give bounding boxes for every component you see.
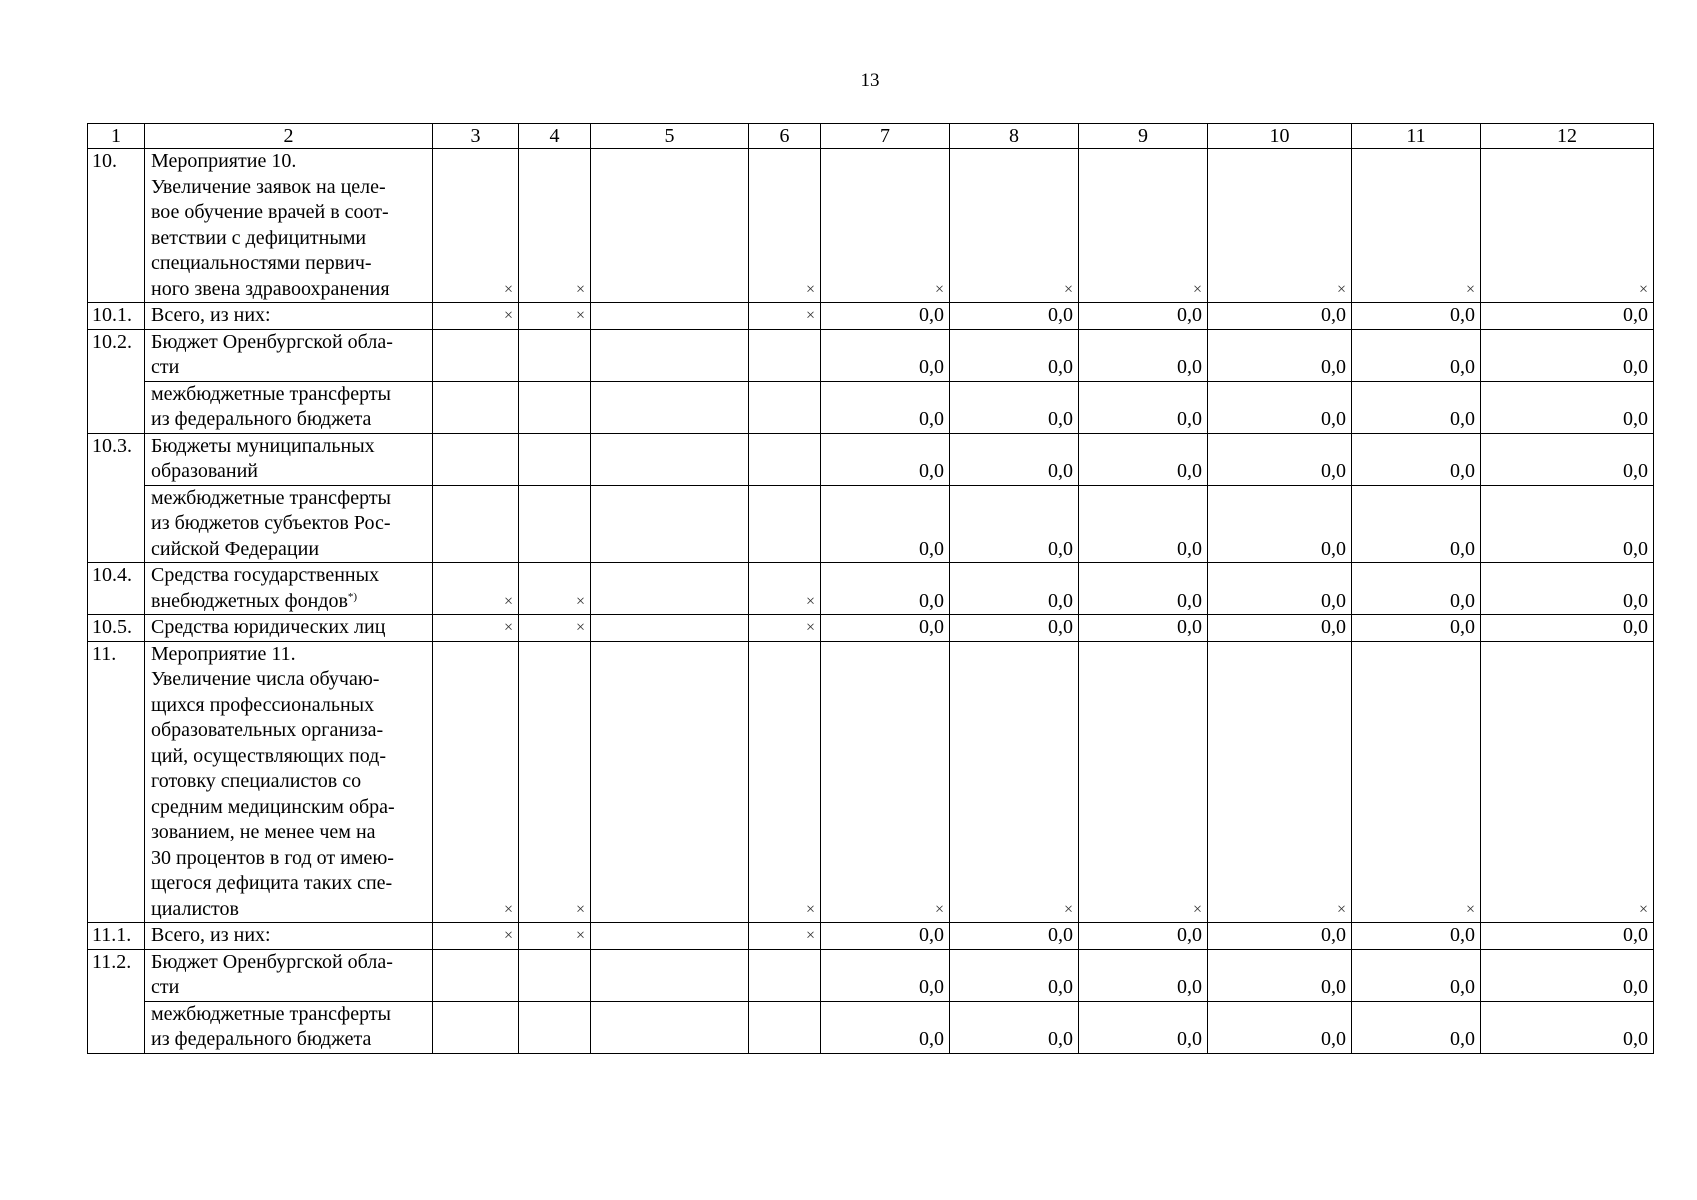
cell-col-9: 0,0 <box>1079 615 1208 642</box>
row-name <box>145 329 433 381</box>
row-name-text: из бюджетов субъектов Рос- <box>151 512 391 534</box>
cell-col-7: 0,0 <box>821 949 950 1001</box>
row-name-text: Бюджет Оренбургской обла- <box>151 330 393 353</box>
cell-col-3: × <box>433 303 519 330</box>
row-name-text: циалистов <box>151 897 239 920</box>
cell-col-8: 0,0 <box>950 1001 1079 1053</box>
cell-col-6 <box>749 1001 821 1053</box>
cell-col-12: 0,0 <box>1481 949 1654 1001</box>
cell-col-8: 0,0 <box>950 949 1079 1001</box>
cell-col-12: 0,0 <box>1481 615 1654 642</box>
cell-col-10: 0,0 <box>1208 329 1352 381</box>
cell-col-10: 0,0 <box>1208 563 1352 615</box>
row-name-text: ветствии с дефицитными <box>151 226 367 249</box>
cell-col-7: × <box>821 149 950 303</box>
row-name-line <box>151 1002 428 1028</box>
cell-col-4 <box>519 381 591 433</box>
cell-col-12: 0,0 <box>1481 381 1654 433</box>
cell-col-11: 0,0 <box>1352 485 1481 563</box>
cell-col-11: 0,0 <box>1352 615 1481 642</box>
row-name-text: Всего, из них: <box>151 924 271 946</box>
row-name-text: 30 процентов в год от имею- <box>151 846 394 869</box>
row-name-text: сти <box>151 976 180 998</box>
cell-col-7: 0,0 <box>821 1001 950 1053</box>
row-name-line <box>151 563 428 589</box>
row-name-text: Бюджет Оренбургской обла- <box>151 950 393 973</box>
cell-col-11: 0,0 <box>1352 923 1481 950</box>
cell-col-10: × <box>1208 641 1352 923</box>
row-name-text: Всего, из них: <box>151 304 271 326</box>
cell-col-8: 0,0 <box>950 433 1079 485</box>
row-name-text: вое обучение врачей в соот- <box>151 201 389 223</box>
row-name <box>145 949 433 1001</box>
cell-col-12: 0,0 <box>1481 923 1654 950</box>
cell-col-7: 0,0 <box>821 563 950 615</box>
row-name-text: из федерального бюджета <box>151 1028 372 1050</box>
row-name-text: Средства юридических лиц <box>151 616 386 638</box>
row-name-line <box>151 1027 428 1053</box>
row-name-text: межбюджетные трансферты <box>151 1002 391 1025</box>
cell-col-8: 0,0 <box>950 923 1079 950</box>
cell-col-5 <box>591 433 749 485</box>
cell-col-4: × <box>519 303 591 330</box>
cell-col-4 <box>519 329 591 381</box>
row-name-line <box>151 871 428 897</box>
row-name-line <box>151 382 428 408</box>
cell-col-5 <box>591 329 749 381</box>
col-header-10: 10 <box>1208 124 1352 149</box>
table-row <box>88 1001 1654 1053</box>
row-name-line <box>151 537 428 563</box>
header-row <box>88 124 1654 149</box>
row-name-line <box>151 407 428 433</box>
row-name-text: образовательных организа- <box>151 719 384 741</box>
cell-col-4 <box>519 949 591 1001</box>
cell-col-4: × <box>519 149 591 303</box>
cell-col-4 <box>519 485 591 563</box>
cell-col-7: 0,0 <box>821 381 950 433</box>
cell-col-3 <box>433 381 519 433</box>
cell-col-9: 0,0 <box>1079 381 1208 433</box>
cell-col-10: 0,0 <box>1208 923 1352 950</box>
cell-col-4: × <box>519 615 591 642</box>
row-name-text: межбюджетные трансферты <box>151 382 391 405</box>
col-header-8: 8 <box>950 124 1079 149</box>
cell-col-3: × <box>433 563 519 615</box>
cell-col-11: × <box>1352 641 1481 923</box>
cell-col-9: × <box>1079 641 1208 923</box>
cell-col-11: 0,0 <box>1352 433 1481 485</box>
table-row <box>88 949 1654 1001</box>
row-name-line <box>151 615 428 641</box>
row-name-text: из федерального бюджета <box>151 408 372 430</box>
row-name-text: межбюджетные трансферты <box>151 486 391 509</box>
row-name-text: Мероприятие 11. <box>151 642 296 665</box>
cell-col-12: 0,0 <box>1481 563 1654 615</box>
col-header-3: 3 <box>433 124 519 149</box>
cell-col-6 <box>749 485 821 563</box>
row-name-line <box>151 693 428 719</box>
cell-col-5 <box>591 1001 749 1053</box>
cell-col-10: 0,0 <box>1208 381 1352 433</box>
row-name <box>145 381 433 433</box>
row-name <box>145 485 433 563</box>
row-name-line <box>151 923 428 949</box>
row-name-text: Увеличение заявок на целе- <box>151 175 386 198</box>
cell-col-5 <box>591 923 749 950</box>
cell-col-3: × <box>433 149 519 303</box>
cell-col-7: × <box>821 641 950 923</box>
row-number: 10.5. <box>88 615 145 642</box>
row-name-text: средним медицинским обра- <box>151 795 395 818</box>
cell-col-7: 0,0 <box>821 303 950 330</box>
cell-col-10: 0,0 <box>1208 303 1352 330</box>
row-name <box>145 615 433 642</box>
cell-col-5 <box>591 303 749 330</box>
cell-col-11: 0,0 <box>1352 329 1481 381</box>
cell-col-10: 0,0 <box>1208 485 1352 563</box>
col-header-12: 12 <box>1481 124 1654 149</box>
cell-col-8: × <box>950 149 1079 303</box>
cell-col-3: × <box>433 641 519 923</box>
col-header-5: 5 <box>591 124 749 149</box>
cell-col-9: 0,0 <box>1079 563 1208 615</box>
cell-col-3 <box>433 949 519 1001</box>
cell-col-5 <box>591 381 749 433</box>
row-name-line <box>151 897 428 923</box>
cell-col-11: 0,0 <box>1352 949 1481 1001</box>
row-number: 10.4. <box>88 563 145 615</box>
row-name-text: Бюджеты муниципальных <box>151 434 375 457</box>
row-number: 10.2. <box>88 329 145 433</box>
row-name-line <box>151 175 428 201</box>
row-name-line <box>151 667 428 693</box>
cell-col-12: 0,0 <box>1481 433 1654 485</box>
col-header-1: 1 <box>88 124 145 149</box>
row-name-line <box>151 226 428 252</box>
row-name-line <box>151 642 428 668</box>
row-name <box>145 563 433 615</box>
row-name-text: щихся профессиональных <box>151 693 375 716</box>
cell-col-11: 0,0 <box>1352 563 1481 615</box>
row-name-line <box>151 744 428 770</box>
cell-col-12: 0,0 <box>1481 303 1654 330</box>
row-name-line <box>151 975 428 1001</box>
row-name-line <box>151 251 428 277</box>
cell-col-10: 0,0 <box>1208 615 1352 642</box>
row-name-text: сти <box>151 356 180 378</box>
cell-col-9: 0,0 <box>1079 1001 1208 1053</box>
cell-col-5 <box>591 641 749 923</box>
row-name-line <box>151 434 428 460</box>
cell-col-3 <box>433 485 519 563</box>
cell-col-11: 0,0 <box>1352 381 1481 433</box>
table-row <box>88 923 1654 950</box>
cell-col-9: 0,0 <box>1079 923 1208 950</box>
cell-col-3: × <box>433 923 519 950</box>
cell-col-5 <box>591 615 749 642</box>
col-header-6: 6 <box>749 124 821 149</box>
cell-col-4: × <box>519 923 591 950</box>
row-number: 10.1. <box>88 303 145 330</box>
table-row <box>88 149 1654 303</box>
row-name-line <box>151 200 428 226</box>
cell-col-11: 0,0 <box>1352 1001 1481 1053</box>
row-name-line <box>151 511 428 537</box>
row-number: 11. <box>88 641 145 923</box>
cell-col-6 <box>749 381 821 433</box>
table-row <box>88 433 1654 485</box>
row-name-text: образований <box>151 460 259 482</box>
budget-table <box>87 123 1654 1054</box>
cell-col-8: × <box>950 641 1079 923</box>
cell-col-9: 0,0 <box>1079 949 1208 1001</box>
row-name-text: Средства государственных <box>151 564 380 586</box>
row-name <box>145 1001 433 1053</box>
cell-col-12: 0,0 <box>1481 329 1654 381</box>
table-row <box>88 485 1654 563</box>
cell-col-10: 0,0 <box>1208 433 1352 485</box>
cell-col-10: 0,0 <box>1208 1001 1352 1053</box>
cell-col-9: 0,0 <box>1079 433 1208 485</box>
cell-col-6: × <box>749 563 821 615</box>
row-name-text: зованием, не менее чем на <box>151 821 376 843</box>
row-number: 11.1. <box>88 923 145 950</box>
cell-col-7: 0,0 <box>821 329 950 381</box>
row-name-line <box>151 846 428 872</box>
cell-col-3: × <box>433 615 519 642</box>
cell-col-7: 0,0 <box>821 485 950 563</box>
cell-col-5 <box>591 149 749 303</box>
cell-col-9: 0,0 <box>1079 485 1208 563</box>
cell-col-4 <box>519 433 591 485</box>
row-name <box>145 303 433 330</box>
cell-col-8: 0,0 <box>950 485 1079 563</box>
row-name-line <box>151 718 428 744</box>
cell-col-6 <box>749 329 821 381</box>
row-name-text: готовку специалистов со <box>151 770 362 792</box>
col-header-7: 7 <box>821 124 950 149</box>
table-row <box>88 641 1654 923</box>
col-header-11: 11 <box>1352 124 1481 149</box>
cell-col-8: 0,0 <box>950 303 1079 330</box>
cell-col-12: 0,0 <box>1481 1001 1654 1053</box>
cell-col-11: 0,0 <box>1352 303 1481 330</box>
cell-col-6: × <box>749 303 821 330</box>
row-name-line <box>151 486 428 512</box>
row-name-text: ций, осуществляющих под- <box>151 744 386 767</box>
cell-col-6: × <box>749 923 821 950</box>
footnote-mark: *) <box>347 590 358 603</box>
row-name-text: Мероприятие 10. <box>151 150 297 172</box>
col-header-2: 2 <box>145 124 433 149</box>
row-name-text: сийской Федерации <box>151 537 320 560</box>
row-number: 10.3. <box>88 433 145 563</box>
cell-col-5 <box>591 563 749 615</box>
cell-col-12: × <box>1481 641 1654 923</box>
row-name <box>145 433 433 485</box>
cell-col-8: 0,0 <box>950 381 1079 433</box>
row-number: 10. <box>88 149 145 303</box>
cell-col-6 <box>749 949 821 1001</box>
table-row <box>88 303 1654 330</box>
cell-col-8: 0,0 <box>950 615 1079 642</box>
page-number: 13 <box>860 70 880 91</box>
row-name <box>145 149 433 303</box>
cell-col-10: × <box>1208 149 1352 303</box>
row-name-text: ного звена здравоохранения <box>151 277 390 300</box>
cell-col-6: × <box>749 615 821 642</box>
cell-col-8: 0,0 <box>950 563 1079 615</box>
cell-col-4: × <box>519 641 591 923</box>
cell-col-12: 0,0 <box>1481 485 1654 563</box>
table-row <box>88 563 1654 615</box>
col-header-9: 9 <box>1079 124 1208 149</box>
row-name-line <box>151 459 428 485</box>
table-row <box>88 615 1654 642</box>
cell-col-4: × <box>519 563 591 615</box>
row-name-line <box>151 795 428 821</box>
row-name-line <box>151 149 428 175</box>
cell-col-8: 0,0 <box>950 329 1079 381</box>
row-name <box>145 641 433 923</box>
cell-col-9: × <box>1079 149 1208 303</box>
cell-col-6 <box>749 433 821 485</box>
row-name-line <box>151 820 428 846</box>
cell-col-3 <box>433 433 519 485</box>
row-name-text: Увеличение числа обучаю- <box>151 668 380 690</box>
cell-col-3 <box>433 329 519 381</box>
cell-col-9: 0,0 <box>1079 329 1208 381</box>
cell-col-11: × <box>1352 149 1481 303</box>
col-header-4: 4 <box>519 124 591 149</box>
cell-col-7: 0,0 <box>821 615 950 642</box>
row-name-line <box>151 330 428 356</box>
row-name <box>145 923 433 950</box>
row-name-line <box>151 355 428 381</box>
row-name-line <box>151 950 428 976</box>
table-row <box>88 381 1654 433</box>
row-name-line <box>151 277 428 303</box>
cell-col-7: 0,0 <box>821 923 950 950</box>
cell-col-7: 0,0 <box>821 433 950 485</box>
row-number: 11.2. <box>88 949 145 1053</box>
row-name-text: внебюджетных фондов <box>151 589 348 612</box>
cell-col-12: × <box>1481 149 1654 303</box>
cell-col-6: × <box>749 641 821 923</box>
cell-col-5 <box>591 949 749 1001</box>
row-name-line <box>151 303 428 329</box>
table-row <box>88 329 1654 381</box>
cell-col-9: 0,0 <box>1079 303 1208 330</box>
row-name-line <box>151 589 428 615</box>
row-name-line <box>151 769 428 795</box>
row-name-text: щегося дефицита таких спе- <box>151 872 393 894</box>
cell-col-4 <box>519 1001 591 1053</box>
cell-col-3 <box>433 1001 519 1053</box>
cell-col-5 <box>591 485 749 563</box>
cell-col-10: 0,0 <box>1208 949 1352 1001</box>
row-name-text: специальностями первич- <box>151 252 372 274</box>
cell-col-6: × <box>749 149 821 303</box>
